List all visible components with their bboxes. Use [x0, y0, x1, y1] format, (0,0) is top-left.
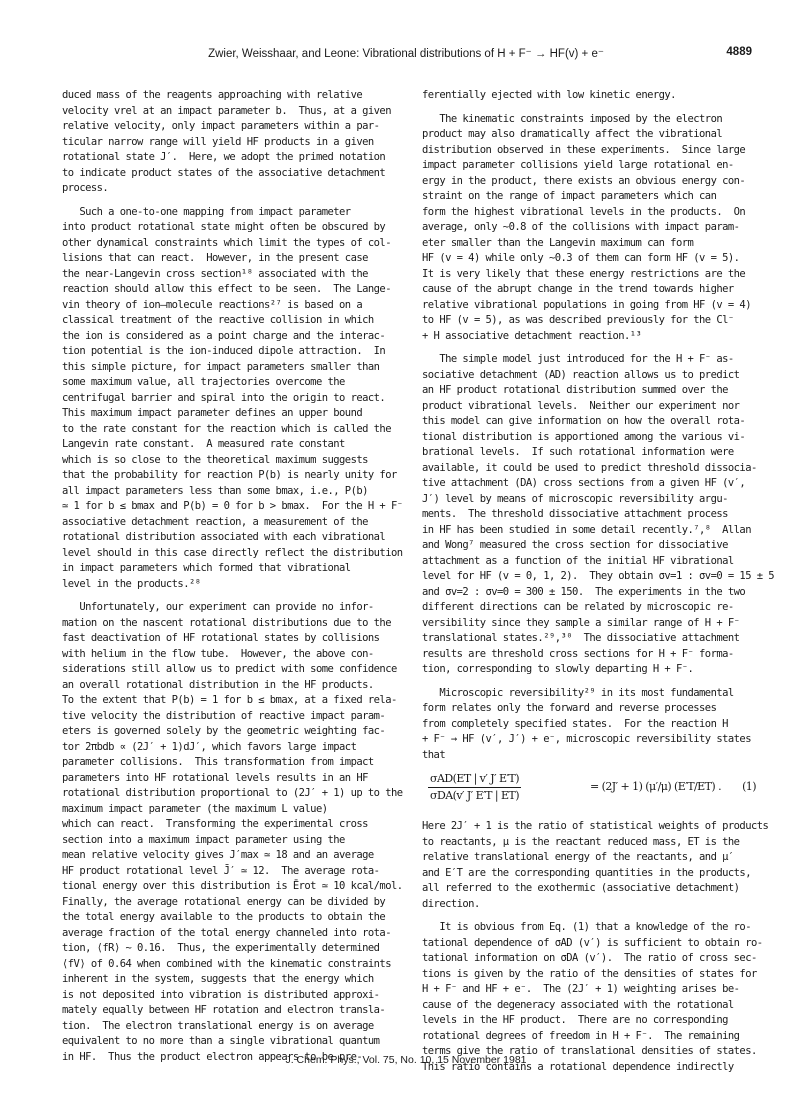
- text-line: Finally, the average rotational energy can be divided by: [62, 895, 386, 908]
- text-line: rotational distribution proportional to (2J′ + 1) up to the: [62, 787, 403, 799]
- text-line: tive attachment (DA) cross sections from a given HF (v′,: [422, 477, 746, 489]
- text-line: centrifugal barrier and spiral into the origin to react.: [62, 391, 386, 404]
- equation-number: (1): [742, 780, 756, 793]
- text-line: eter smaller than the Langevin maximum can form: [422, 236, 694, 249]
- text-line: an overall rotational distribution in the HF products.: [62, 678, 374, 691]
- text-line: other dynamical constraints which limit the types of col-: [62, 236, 391, 249]
- text-line: parameter collisions. This transformation from impact: [62, 756, 374, 768]
- text-line: is not deposited into vibration is distributed approxi-: [62, 988, 380, 1001]
- text-line: Unfortunately, our experiment can provide no infor-: [62, 601, 374, 613]
- text-line: an HF product rotational distribution summed over the: [422, 384, 728, 396]
- text-line: It is very likely that these energy restrictions are the: [422, 267, 746, 280]
- text-line: this simple picture, for impact parameters smaller than: [62, 360, 380, 373]
- text-line: relative velocity, only impact parameters within a par-: [62, 120, 380, 132]
- text-line: mately equally between HF rotation and electron transla-: [62, 1004, 386, 1016]
- text-line: which is so close to the theoretical maximum suggests: [62, 453, 368, 466]
- text-line: HF (v = 4) while only ~0.3 of them can form HF (v = 5).: [422, 252, 740, 264]
- paragraph-gap: [62, 197, 404, 205]
- text-line: ments. The threshold dissociative attachment process: [422, 508, 728, 520]
- text-line: tive velocity the distribution of reactive impact param-: [62, 709, 386, 722]
- text-line: and σv=2 : σv=0 = 300 ± 150. The experiments in the two: [422, 585, 746, 598]
- paragraph-gap: [422, 912, 764, 920]
- text-line: rotational degrees of freedom in H + F⁻. The remaining: [422, 1029, 740, 1042]
- paragraph-gap: [422, 678, 764, 686]
- text-line: The simple model just introduced for the H + F⁻ as-: [422, 353, 734, 365]
- running-head: [60, 46, 752, 66]
- text-line: The kinematic constraints imposed by the electron: [422, 112, 723, 125]
- text-line: H + F⁻ and HF + e⁻. The (2J′ + 1) weighting arises be-: [422, 983, 740, 995]
- text-line: tion potential is the ion-induced dipole attraction. In: [62, 345, 386, 357]
- text-line: sociative detachment (AD) reaction allows us to predict: [422, 368, 740, 381]
- text-line: mation on the nascent rotational distributions due to the: [62, 616, 391, 629]
- paragraph-gap: [422, 344, 764, 352]
- text-line: tion, corresponding to slowly departing H + F⁻.: [422, 663, 694, 675]
- text-line: available, it could be used to predict threshold dissocia-: [422, 461, 757, 474]
- text-line: terms give the ratio of translational densities of states.: [422, 1045, 757, 1057]
- text-line: the near-Langevin cross section¹⁸ associated with the: [62, 267, 368, 280]
- text-line: eters is governed solely by the geometric weighting fac-: [62, 725, 386, 737]
- right-column-upper-text: [422, 88, 775, 763]
- text-line: Langevin rate constant. A measured rate constant: [62, 438, 345, 450]
- text-line: with helium in the flow tube. However, the above con-: [62, 647, 374, 660]
- left-column: [62, 88, 404, 1065]
- text-line: translational states.²⁹,³⁰ The dissociative attachment: [422, 632, 740, 644]
- text-line: siderations still allow us to predict with some confidence: [62, 663, 397, 675]
- text-line: equivalent to no more than a single vibrational quantum: [62, 1035, 380, 1047]
- text-line: impact parameter collisions yield large rotational en-: [422, 159, 734, 171]
- text-line: ergy in the product, there exists an obvious energy con-: [422, 174, 746, 187]
- text-line: distribution observed in these experiments. Since large: [422, 143, 746, 156]
- text-line: This maximum impact parameter defines an upper bound: [62, 407, 363, 419]
- text-line: in impact parameters which formed that vibrational: [62, 562, 351, 574]
- text-line: rotational state J′. Here, we adopt the primed notation: [62, 151, 386, 163]
- text-line: parameters into HF rotational levels results in an HF: [62, 771, 368, 784]
- text-line: attachment as a function of the initial HF vibrational: [422, 554, 734, 567]
- text-line: to HF (v = 5), as was described previously for the Cl⁻: [422, 314, 734, 326]
- text-line: form the highest vibrational levels in the products. On: [422, 205, 746, 218]
- text-line: inherent in the system, suggests that the energy which: [62, 973, 374, 985]
- text-line: the total energy available to the products to obtain the: [62, 911, 386, 923]
- text-line: cause of the abrupt change in the trend towards higher: [422, 283, 734, 295]
- text-line: section into a maximum impact parameter using the: [62, 833, 345, 846]
- text-line: + H associative detachment reaction.¹³: [422, 329, 642, 342]
- text-line: levels in the HF product. There are no corresponding: [422, 1014, 728, 1026]
- text-line: some maximum value, all trajectories overcome the: [62, 376, 345, 388]
- text-line: ⟨fV⟩ of 0.64 when combined with the kinematic constraints: [62, 957, 391, 970]
- paragraph-gap: [62, 592, 404, 600]
- text-line: Microscopic reversibility²⁹ in its most fundamental: [422, 686, 734, 699]
- text-line: to reactants, μ is the reactant reduced mass, ET is the: [422, 835, 740, 848]
- text-line: to the rate constant for the reaction which is called the: [62, 422, 391, 435]
- text-line: relative translational energy of the reactants, and μ′: [422, 851, 734, 863]
- text-line: tor 2πbdb ∝ (2J′ + 1)dJ′, which favors large impact: [62, 740, 357, 753]
- text-line: that: [422, 748, 446, 761]
- text-line: different directions can be related by microscopic re-: [422, 601, 734, 613]
- text-line: mean relative velocity gives J′max ≃ 18 and an average: [62, 849, 374, 861]
- text-line: this model can give information on how the overall rota-: [422, 415, 746, 427]
- text-line: rotational distribution associated with each vibrational: [62, 531, 386, 543]
- right-column: [422, 88, 775, 1075]
- text-line: + F⁻ → HF (v′, J′) + e⁻, microscopic reversibility states: [422, 733, 751, 745]
- text-line: To the extent that P(b) = 1 for b ≤ bmax, at a fixed rela-: [62, 694, 397, 706]
- text-line: results are threshold cross sections for H + F⁻ forma-: [422, 647, 734, 660]
- text-line: into product rotational state might often be obscured by: [62, 221, 386, 233]
- text-line: in HF has been studied in some detail recently.⁷,⁸ Allan: [422, 523, 751, 536]
- text-line: versibility since they sample a similar range of H + F⁻: [422, 616, 740, 629]
- equation-1: [422, 767, 764, 815]
- text-line: ticular narrow range will yield HF products in a given: [62, 135, 374, 148]
- page-number: 4889: [726, 46, 752, 58]
- text-line: classical treatment of the reactive collision in which: [62, 314, 374, 326]
- text-line: that the probability for reaction P(b) is nearly unity for: [62, 469, 397, 481]
- running-title: Zwier, Weisshaar, and Leone: Vibrational distributions of H + F⁻ → HF(v) + e⁻: [208, 48, 604, 60]
- text-line: level for HF (v = 0, 1, 2). They obtain σv=1 : σv=0 = 15 ± 5: [422, 570, 775, 582]
- text-line: maximum impact parameter (the maximum L value): [62, 802, 328, 815]
- text-line: tational dependence of σAD (v′) is sufficient to obtain ro-: [422, 936, 763, 949]
- text-line: Here 2J′ + 1 is the ratio of statistical weights of products: [422, 820, 769, 832]
- text-line: reaction should allow this effect to be seen. The Lange-: [62, 283, 391, 295]
- text-line: tion. The electron translational energy is on average: [62, 1019, 374, 1032]
- text-line: brational levels. If such rotational information were: [422, 446, 734, 458]
- text-line: product vibrational levels. Neither our experiment nor: [422, 399, 740, 412]
- text-line: the ion is considered as a point charge and the interac-: [62, 329, 386, 342]
- equation-numerator: σAD(ET | v′ J′ E′T): [428, 771, 521, 788]
- text-line: direction.: [422, 897, 480, 910]
- equation-denominator: σDA(v′ J′ E′T | ET): [430, 788, 519, 802]
- right-column-lower-text: [422, 819, 769, 1075]
- citation-footer: J. Chem. Phys., Vol. 75, No. 10, 15 November 1981: [285, 1054, 527, 1066]
- text-line: level should in this case directly reflect the distribution: [62, 546, 403, 559]
- equation-fraction: [428, 771, 521, 803]
- text-line: form relates only the forward and reverse processes: [422, 702, 717, 714]
- text-line: process.: [62, 182, 109, 194]
- text-line: in HF. Thus the product electron appears to be pre-: [62, 1050, 363, 1063]
- text-line: Such a one-to-one mapping from impact parameter: [62, 205, 351, 218]
- text-line: to indicate product states of the associative detachment: [62, 166, 386, 179]
- text-line: average, only ~0.8 of the collisions with impact param-: [422, 221, 740, 233]
- text-line: J′) level by means of microscopic reversibility argu-: [422, 492, 728, 505]
- text-line: This ratio contains a rotational dependence indirectly: [422, 1060, 734, 1073]
- text-line: tational information on σDA (v′). The ratio of cross sec-: [422, 952, 757, 964]
- text-line: which can react. Transforming the experimental cross: [62, 818, 368, 830]
- text-line: from completely specified states. For the reaction H: [422, 717, 728, 730]
- text-line: level in the products.²⁸: [62, 577, 201, 590]
- text-line: lisions that can react. However, in the present case: [62, 252, 368, 264]
- text-line: fast deactivation of HF rotational states by collisions: [62, 632, 380, 644]
- text-line: tional energy over this distribution is Ērot ≃ 10 kcal/mol.: [62, 880, 403, 892]
- text-line: relative vibrational populations in going from HF (v = 4): [422, 298, 751, 311]
- text-line: HF product rotational level J̄′ ≃ 12. The average rota-: [62, 864, 380, 877]
- text-line: and E′T are the corresponding quantities in the products,: [422, 866, 751, 879]
- text-line: cause of the degeneracy associated with the rotational: [422, 998, 734, 1011]
- text-line: It is obvious from Eq. (1) that a knowledge of the ro-: [422, 921, 751, 933]
- text-line: average fraction of the total energy channeled into rota-: [62, 926, 391, 939]
- text-line: associative detachment reaction, a measurement of the: [62, 515, 368, 528]
- text-line: tional distribution is apportioned among the various vi-: [422, 430, 746, 443]
- text-line: ≃ 1 for b ≤ bmax and P(b) = 0 for b > bmax. For the H + F⁻: [62, 500, 403, 512]
- paragraph-gap: [422, 104, 764, 112]
- text-line: ferentially ejected with low kinetic energy.: [422, 89, 676, 101]
- text-line: product may also dramatically affect the vibrational: [422, 128, 723, 140]
- text-line: straint on the range of impact parameters which can: [422, 190, 717, 202]
- text-line: velocity vrel at an impact parameter b. Thus, at a given: [62, 104, 391, 117]
- text-line: tions is given by the ratio of the densities of states for: [422, 967, 757, 980]
- text-line: and Wong⁷ measured the cross section for dissociative: [422, 539, 728, 551]
- text-line: tion, ⟨fR⟩ ~ 0.16. Thus, the experimentally determined: [62, 942, 380, 954]
- text-line: all impact parameters less than some bmax, i.e., P(b): [62, 484, 368, 497]
- text-line: all referred to the exothermic (associative detachment): [422, 882, 740, 894]
- text-line: duced mass of the reagents approaching with relative: [62, 89, 363, 101]
- equation-rhs: = (2J′ + 1) (μ′/μ) (E′T/ET) .: [590, 780, 722, 793]
- text-line: vin theory of ion–molecule reactions²⁷ is based on a: [62, 298, 363, 311]
